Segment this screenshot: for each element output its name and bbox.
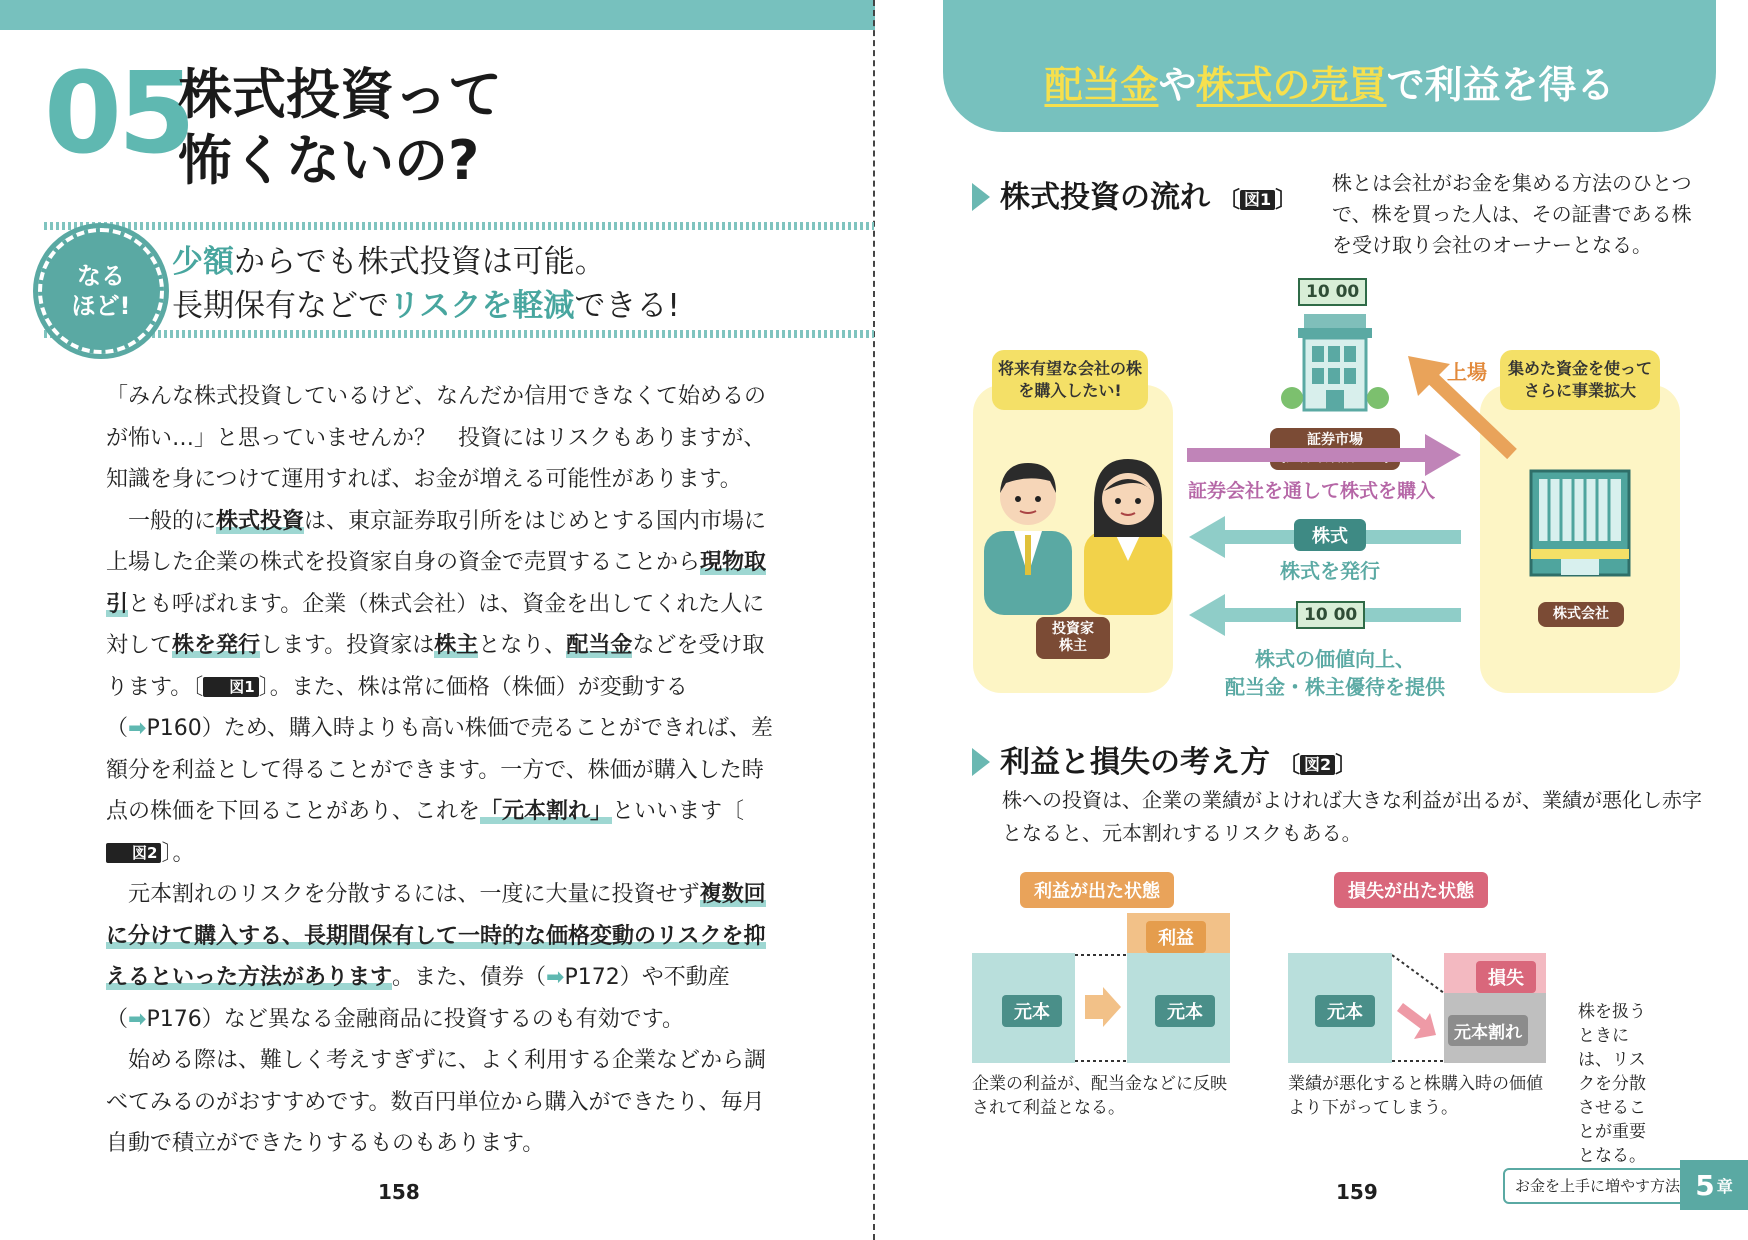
header-text-b: で利益を得る xyxy=(1386,62,1615,107)
stripe-bottom xyxy=(44,330,874,338)
badge-line-1: なる xyxy=(77,262,125,290)
section-2-intro: 株への投資は、企業の業績がよければ大きな利益が出るが、業績が悪化し赤字となると、元本割れするリスクもある。 xyxy=(1002,788,1702,845)
term-kabu-hakkou: 株を発行 xyxy=(172,633,261,658)
company-speech-bubble: 集めた資金を使ってさらに事業拡大 xyxy=(1500,350,1660,410)
stripe-top xyxy=(44,222,874,230)
money-icon: 10 00 xyxy=(1298,278,1367,306)
key-point-highlight-2: リスクを軽減 xyxy=(389,288,575,324)
key-point-text-2a: 長期保有などで xyxy=(172,288,389,324)
figure-label-2: 図2 xyxy=(1300,755,1335,775)
profit-caption: 企業の利益が、配当金などに反映されて利益となる。 xyxy=(972,1074,1227,1118)
figure-ref-2: 図2 xyxy=(106,843,161,863)
profit-label: 利益 xyxy=(1146,921,1206,953)
investor-tag-line2: 株主 xyxy=(1059,638,1087,654)
profit-state-tag: 利益が出た状態 xyxy=(1020,872,1174,908)
buy-arrow xyxy=(1185,430,1465,480)
loss-state-tag: 損失が出た状態 xyxy=(1334,872,1488,908)
page-fold xyxy=(873,0,875,1240)
chapter-label: お金を上手に増やす方法 xyxy=(1503,1168,1692,1204)
man-figure xyxy=(984,463,1072,615)
page-number-left: 158 xyxy=(378,1180,420,1204)
header-highlight-1: 配当金 xyxy=(1044,62,1159,107)
paragraph-2: 一般的に株式投資は、東京証券取引所をはじめとする国内市場に上場した企業の株式を投資家自身の資金で売買することから現物取引とも呼ばれます。企業（株式会社）は、資金を出してくれた人に対して株を発行します。投資家は株主となり、配当金などを受け取ります。〔 図1 〕。また、株は常に価格（株価）が変動する（➡P160）ため、購入時よりも高い株価で売ることができれば、差額分を利益として得ることができます。一方で、株価が購入した時点の株価を下回ることがあり、これを「元本割れ」といいます〔図2 〕。 xyxy=(106,508,773,866)
triangle-bullet-icon xyxy=(972,183,990,211)
arrow-ref-icon: ➡ xyxy=(128,716,147,741)
term-kabushiki-toushi: 株式投資 xyxy=(216,508,305,534)
investor-tag-line1: 投資家 xyxy=(1052,621,1094,637)
right-header xyxy=(943,30,1716,132)
investor-illustration xyxy=(978,445,1178,615)
page-title xyxy=(178,62,502,194)
paragraph-1: 「みんな株式投資しているけど、なんだか信用できなくて始めるのが怖い…」と思っていませんか？ 投資にはリスクもありますが、知識を身につけて運用すれば、お金が増える可能性があります。 xyxy=(106,384,767,492)
principal-label: 元本 xyxy=(1002,995,1062,1027)
investor-speech-bubble: 将来有望な会社の株を購入したい! xyxy=(992,350,1148,410)
section-heading-1: 株式投資の流れ 〔 図1 〕 xyxy=(972,172,1297,216)
term-haitoukin: 配当金 xyxy=(566,633,633,658)
title-line-2: 怖くないの? xyxy=(178,129,480,192)
paragraph-4: 始める際は、難しく考えすぎずに、よく利用する企業などから調べてみるのがおすすめです。数百円単位から購入ができたり、毎月自動で積立ができたりするものもあります。 xyxy=(106,1048,767,1156)
key-point xyxy=(172,240,680,328)
chapter-unit: 章 xyxy=(1716,1176,1733,1196)
naruhodo-badge xyxy=(38,228,164,354)
money-icon: 10 00 xyxy=(1296,601,1365,629)
key-point-text-2b: できる! xyxy=(574,288,680,324)
company-tag: 株式会社 xyxy=(1538,602,1624,627)
woman-figure xyxy=(1084,459,1172,615)
loss-label: 損失 xyxy=(1476,961,1536,993)
page-number-right: 159 xyxy=(1336,1180,1378,1204)
side-note: 株を扱うときには、リスクを分散させることが重要となる。 xyxy=(1578,1002,1646,1166)
section-heading-2: 利益と損失の考え方 〔 図2 〕 xyxy=(972,737,1357,781)
chapter-number-value: 5 xyxy=(1695,1168,1715,1202)
market-tag-line1: 証券市場 xyxy=(1307,432,1363,448)
triangle-bullet-icon xyxy=(972,748,990,776)
title-line-1: 株式投資って xyxy=(178,63,502,126)
figure-ref-1: 図1 xyxy=(203,677,258,697)
profit-dotted-lines xyxy=(1075,953,1127,1063)
section-2-title: 利益と損失の考え方 xyxy=(1000,745,1270,780)
principal-label: 元本 xyxy=(1315,995,1375,1027)
return-label-line1: 株式の価値向上、 xyxy=(1255,647,1415,671)
loss-dotted-lines xyxy=(1392,953,1444,1063)
section-1-intro: 株とは会社がお金を集める方法のひとつで、株を買った人は、その証書である株を受け取り会社のオーナーとなる。 xyxy=(1332,171,1692,257)
paragraph-3: 元本割れのリスクを分散するには、一度に大量に投資せず複数回に分けて購入する、長期間保有して一時的な価格変動のリスクを抑えるといった方法があります。また、債券（➡P172）や不動産（➡P176）など異なる金融商品に投資するのも有効です。 xyxy=(106,882,766,1032)
return-label-line2: 配当金・株主優待を提供 xyxy=(1225,675,1445,699)
header-text-a: や xyxy=(1158,62,1197,107)
key-point-highlight-1: 少額 xyxy=(172,244,234,280)
badge-line-2: ほど! xyxy=(71,292,131,320)
section-number: 05 xyxy=(44,49,192,179)
term-kabunushi: 株主 xyxy=(434,633,479,658)
header-highlight-2: 株式の売買 xyxy=(1196,62,1387,107)
return-label xyxy=(1210,645,1460,701)
term-genbutsu: 現物取引 xyxy=(106,550,767,617)
chapter-number xyxy=(1680,1160,1748,1210)
section-1-title: 株式投資の流れ xyxy=(1000,180,1210,215)
investor-tag xyxy=(1036,617,1110,659)
company-building-illustration xyxy=(1525,465,1635,585)
term-ganpon-ware: 「元本割れ」 xyxy=(480,799,613,824)
below-principal-label: 元本割れ xyxy=(1448,1015,1528,1046)
principal-label: 元本 xyxy=(1155,995,1215,1027)
listing-label: 上場 xyxy=(1447,360,1487,384)
stock-tag: 株式 xyxy=(1294,519,1366,551)
buy-label: 証券会社を通して株式を購入 xyxy=(1188,480,1436,502)
arrow-ref-icon: ➡ xyxy=(128,1006,147,1032)
key-point-text-1: からでも株式投資は可能。 xyxy=(234,244,606,280)
figure-label-1: 図1 xyxy=(1240,190,1275,210)
body-text xyxy=(106,376,776,1165)
top-bar-left xyxy=(0,0,875,30)
arrow-ref-icon: ➡ xyxy=(546,965,565,990)
issue-label: 株式を発行 xyxy=(1280,559,1380,583)
term-risk-method: 複数回に分けて購入する、長期間保有して一時的な価格変動のリスクを抑えるといった方法があります xyxy=(106,882,766,990)
loss-caption: 業績が悪化すると株購入時の価値より下がってしまう。 xyxy=(1288,1074,1543,1118)
top-bar-right xyxy=(943,0,1716,30)
stock-exchange-illustration xyxy=(1280,308,1390,418)
